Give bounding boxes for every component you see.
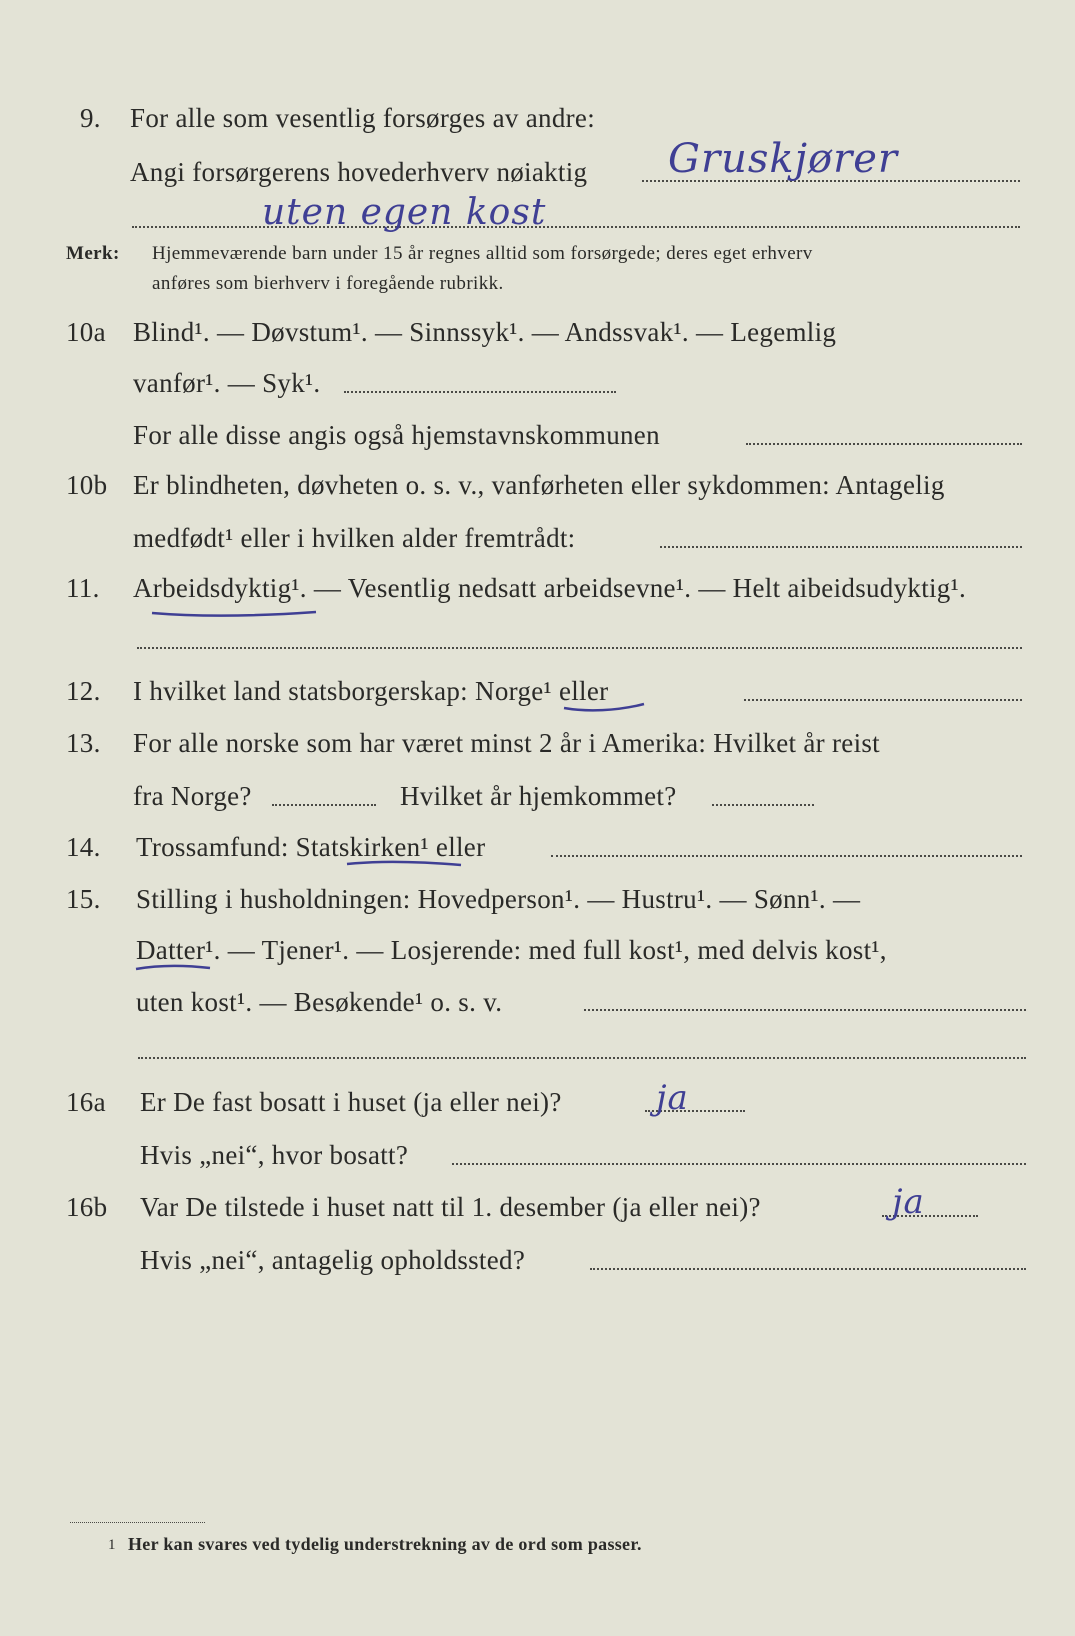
q16b-answer-handwritten: ja [892, 1182, 925, 1222]
merk-line2: anføres som bierhverv i foregående rubrikk. [152, 273, 504, 294]
q12-underline-mark [562, 700, 646, 716]
q13-line2a: fra Norge? [133, 781, 252, 811]
q16a-residence-line [452, 1163, 1026, 1165]
q11-number: 11. [66, 573, 100, 603]
q11-underline-mark [150, 603, 320, 619]
q10b-number: 10b [66, 470, 108, 500]
q10a-commune-line [746, 443, 1022, 445]
q15-line2: Datter¹. — Tjener¹. — Losjerende: med full kost¹, med delvis kost¹, [136, 935, 887, 965]
q11-line1: Arbeidsdyktig¹. — Vesentlig nedsatt arbeidsevne¹. — Helt aibeidsudyktig¹. [133, 573, 967, 603]
q13-line1: For alle norske som har været minst 2 år i Amerika: Hvilket år reist [133, 728, 880, 758]
q16a-line2: Hvis „nei“, hvor bosatt? [140, 1140, 409, 1170]
q10a-number: 10a [66, 317, 106, 347]
q13-left-answer-line [272, 804, 376, 806]
q14-line1: Trossamfund: Statskirken¹ eller [136, 832, 486, 862]
footnote-marker: 1 [108, 1537, 116, 1553]
q13-right-answer-line [712, 804, 814, 806]
q12-answer-line [744, 699, 1022, 701]
q14-underline-mark [345, 857, 465, 873]
q16a-answer-handwritten: ja [656, 1078, 689, 1118]
q13-number: 13. [66, 728, 101, 758]
q16a-number: 16a [66, 1087, 106, 1117]
q16a-line1: Er De fast bosatt i huset (ja eller nei)? [140, 1087, 562, 1117]
q10a-line3: For alle disse angis også hjemstavnskommunen [133, 420, 660, 450]
q10a-answer-line [344, 391, 616, 393]
q9-line1: For alle som vesentlig forsørges av andre: [130, 103, 595, 133]
footnote-rule [70, 1522, 205, 1523]
q15-underline-mark [134, 960, 214, 976]
q9-answer-handwritten-2: uten egen kost [262, 192, 547, 233]
footnote-text: Her kan svares ved tydelig understrekning av de ord som passer. [128, 1534, 642, 1554]
q9-number: 9. [80, 103, 101, 133]
q10a-line1: Blind¹. — Døvstum¹. — Sinnssyk¹. — Andssvak¹. — Legemlig [133, 317, 837, 347]
q10a-line2: vanfør¹. — Syk¹. [133, 368, 321, 398]
q9-line2: Angi forsørgerens hovederhverv nøiaktig [130, 157, 588, 187]
q13-line2b: Hvilket år hjemkommet? [400, 781, 677, 811]
q16b-line1: Var De tilstede i huset natt til 1. desember (ja eller nei)? [140, 1192, 761, 1222]
merk-label: Merk: [66, 243, 120, 264]
q12-line1: I hvilket land statsborgerskap: Norge¹ eller [133, 676, 609, 706]
q15-extra-line [138, 1057, 1026, 1059]
q14-number: 14. [66, 832, 101, 862]
q15-line1: Stilling i husholdningen: Hovedperson¹. — Hustru¹. — Sønn¹. — [136, 884, 861, 914]
q15-answer-line [584, 1009, 1026, 1011]
q10b-line1: Er blindheten, døvheten o. s. v., vanførheten eller sykdommen: Antagelig [133, 470, 945, 500]
q12-number: 12. [66, 676, 101, 706]
merk-line1: Hjemmeværende barn under 15 år regnes alltid som forsørgede; deres eget erhverv [152, 243, 813, 264]
q16b-number: 16b [66, 1192, 108, 1222]
q9-answer-handwritten-1: Gruskjører [668, 136, 898, 182]
q10b-answer-line [660, 546, 1022, 548]
q11-answer-line [137, 647, 1022, 649]
q10b-line2: medfødt¹ eller i hvilken alder fremtrådt: [133, 523, 576, 553]
q16b-line2: Hvis „nei“, antagelig opholdssted? [140, 1245, 526, 1275]
q15-line3: uten kost¹. — Besøkende¹ o. s. v. [136, 987, 503, 1017]
q14-answer-line [551, 855, 1022, 857]
q16b-location-line [590, 1268, 1026, 1270]
q15-number: 15. [66, 884, 101, 914]
